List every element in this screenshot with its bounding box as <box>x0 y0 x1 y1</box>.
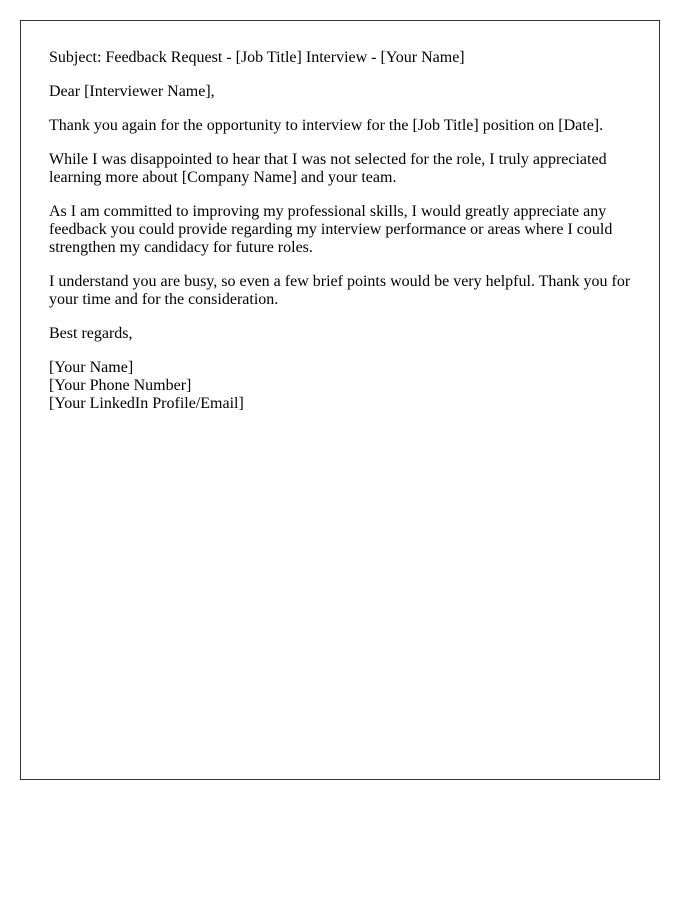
body-paragraph-thanks: Thank you again for the opportunity to interview for the [Job Title] position on [Date]. <box>49 117 604 134</box>
body-paragraph-disappointment: While I was disappointed to hear that I was not selected for the role, I truly appreciated learning more about [Company Name] and your team. <box>49 151 607 186</box>
signature-name: [Your Name] <box>49 359 134 376</box>
body-paragraph-feedback-request: As I am committed to improving my professional skills, I would greatly appreciate any feedback you could provide regarding my interview performance or areas where I could strengthen my candidacy for future roles. <box>49 203 613 256</box>
signature-contact: [Your LinkedIn Profile/Email] <box>49 395 244 412</box>
closing: Best regards, <box>49 325 133 342</box>
signature-block <box>49 359 631 413</box>
greeting: Dear [Interviewer Name], <box>49 83 215 100</box>
signature-phone: [Your Phone Number] <box>49 377 192 394</box>
body-paragraph-closing-thanks: I understand you are busy, so even a few brief points would be very helpful. Thank you for your time and for the consideration. <box>49 273 631 308</box>
subject-line: Subject: Feedback Request - [Job Title] Interview - [Your Name] <box>49 49 465 66</box>
letter-page <box>20 20 660 780</box>
